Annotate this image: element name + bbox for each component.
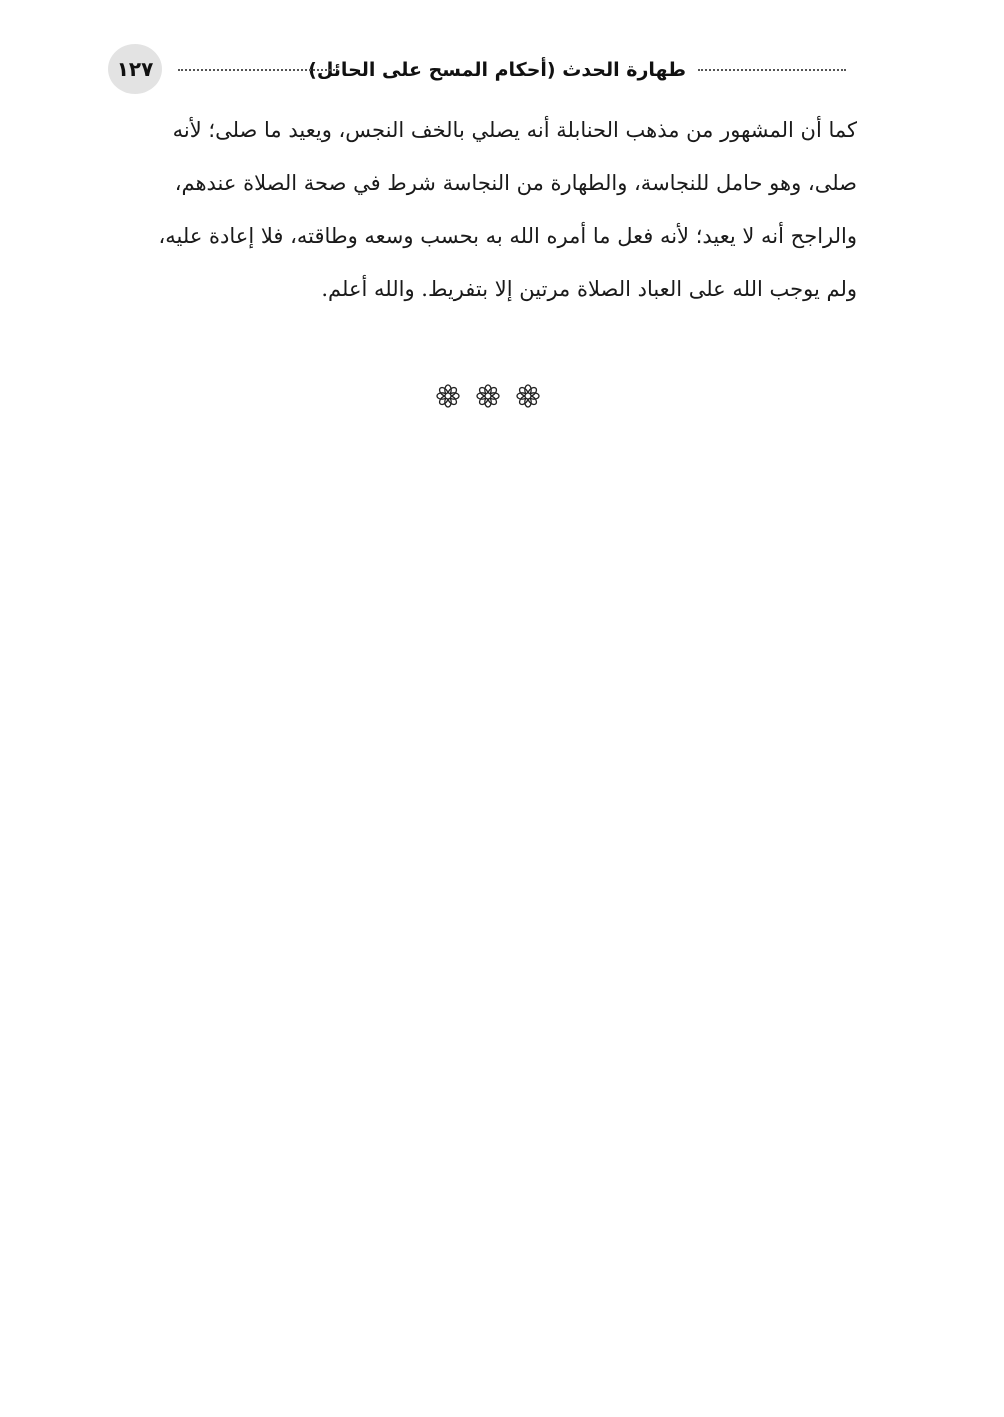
body-line: صلى، وهو حامل للنجاسة، والطهارة من النجاسة شرط في صحة الصلاة عندهم، xyxy=(174,171,857,195)
body-line: كما أن المشهور من مذهب الحنابلة أنه يصلي بالخف النجس، ويعيد ما صلى؛ لأنه xyxy=(172,118,857,142)
running-title: طهارة الحدث (أحكام المسح على الحائل) xyxy=(308,59,686,81)
page-header xyxy=(108,44,846,96)
body-line: والراجح أنه لا يعيد؛ لأنه فعل ما أمره الله به بحسب وسعه وطاقته، فلا إعادة عليه، xyxy=(158,224,857,248)
header-dotted-rule-right xyxy=(698,69,846,71)
page-number-badge: ١٢٧ xyxy=(108,44,162,94)
body-paragraph xyxy=(117,104,857,316)
flower-icon xyxy=(516,384,540,408)
section-end-ornament xyxy=(436,384,540,408)
flower-icon xyxy=(476,384,500,408)
header-dotted-rule-left xyxy=(178,69,338,71)
body-line: ولم يوجب الله على العباد الصلاة مرتين إلا بتفريط. والله أعلم. xyxy=(321,277,857,301)
flower-icon xyxy=(436,384,460,408)
